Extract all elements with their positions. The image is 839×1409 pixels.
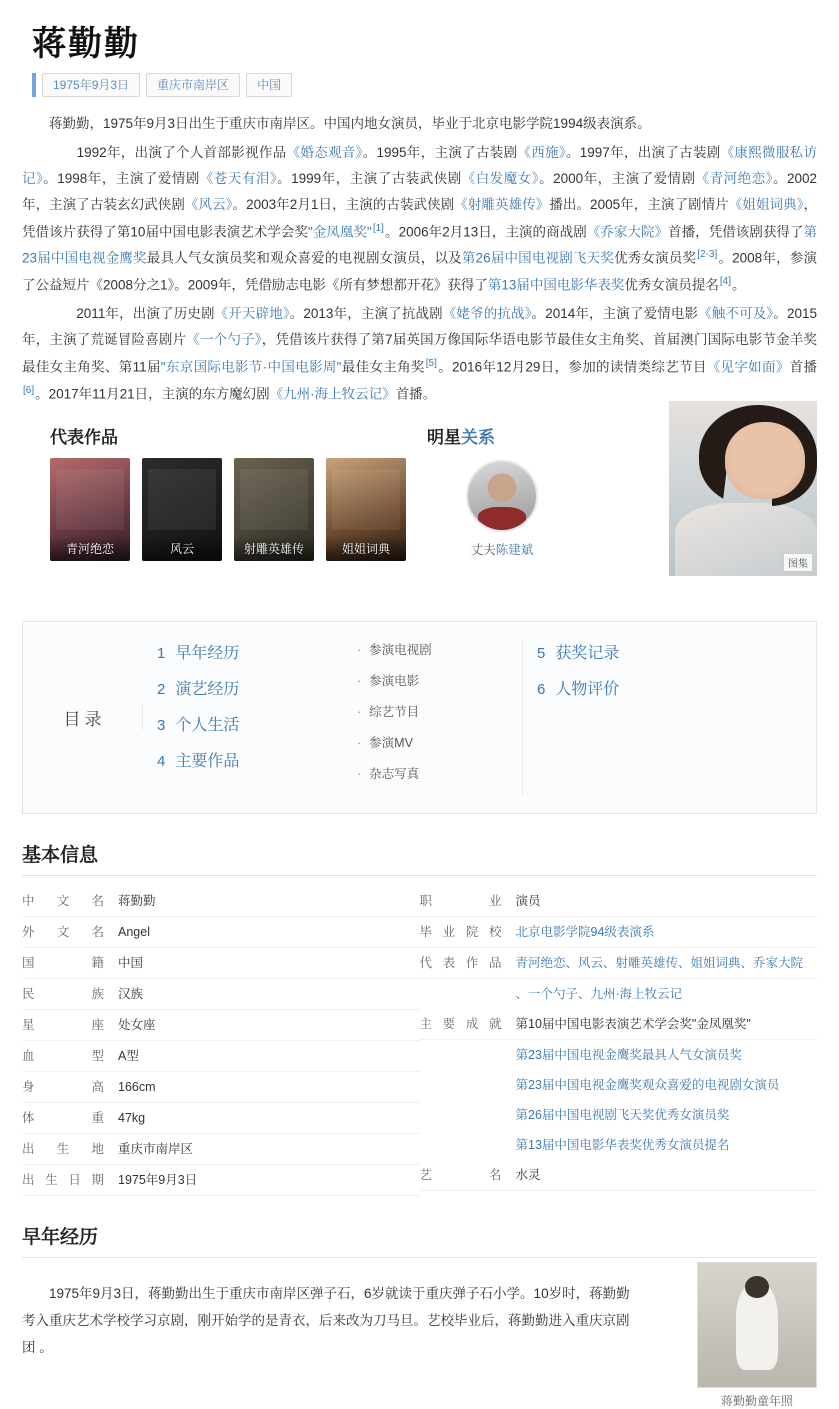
inline-text: ，凭借该片获得了第10届中国电影表演艺术学会奖 (22, 197, 818, 240)
info-value-link[interactable]: 第13届中国电影华表奖优秀女演员提名 (515, 1138, 730, 1153)
info-value-link[interactable]: 第23届中国电视金鹰奖最具人气女演员奖 (515, 1048, 742, 1063)
info-value[interactable] (516, 1075, 780, 1095)
toc-item-awards[interactable] (537, 640, 709, 663)
media-section (22, 423, 817, 603)
info-key: 身高 (22, 1080, 104, 1095)
inline-link[interactable]: 《射雕英雄传》 (454, 197, 550, 213)
info-key (420, 1105, 516, 1125)
inline-link[interactable]: 《苍天有泪》 (199, 171, 278, 187)
inline-text: 。2002年，主演了古装玄幻武侠剧 (22, 171, 817, 213)
relation-role: 丈夫 (470, 543, 496, 558)
info-value[interactable] (516, 1045, 742, 1065)
info-row (22, 1041, 420, 1072)
inline-link[interactable]: 《九州·海上牧云记》 (269, 386, 396, 402)
info-row (420, 1100, 818, 1130)
info-row (22, 886, 420, 917)
info-value[interactable] (516, 984, 683, 1004)
info-value[interactable] (516, 922, 655, 942)
childhood-head (745, 1276, 769, 1298)
basic-info-table (22, 886, 817, 1196)
toc-subitem-magazine[interactable]: · 杂志写真 (357, 764, 508, 782)
inline-link[interactable]: 《婚态观音》 (286, 144, 363, 160)
inline-text: 2011年，出演了历史剧 (49, 306, 215, 322)
inline-link[interactable]: 《康熙微服私访记》 (22, 144, 817, 187)
info-value: 蒋勤勤 (118, 894, 156, 909)
toc-subitem-tv-series[interactable]: · 参演电视剧 (357, 640, 508, 658)
info-row (420, 948, 818, 979)
info-value[interactable] (516, 953, 804, 973)
inline-text: 优秀女演员提名 (624, 277, 719, 293)
toc-subitem-films[interactable]: · 参演电影 (357, 671, 508, 689)
works-list (50, 458, 450, 561)
info-row (22, 1103, 420, 1134)
inline-text: 。1998年，主演了爱情剧 (43, 171, 200, 187)
info-key: 职业 (419, 894, 502, 909)
inline-link[interactable]: 《姥爷的抗战》 (442, 306, 532, 322)
inline-link[interactable]: 第23届中国电视金鹰奖 (22, 224, 818, 266)
reference-marker[interactable]: [5] (425, 357, 437, 369)
info-row (420, 1070, 818, 1100)
article-page (0, 0, 839, 603)
inline-text: 。1997年，出演了古装剧 (565, 144, 721, 160)
info-value: Angel (118, 925, 150, 940)
info-value-link[interactable]: 青河绝恋、风云、射雕英雄传、姐姐词典、乔家大院 (515, 956, 804, 971)
info-value: 中国 (118, 956, 144, 971)
toc-subitem-mv[interactable]: · 参演MV (357, 733, 508, 751)
basic-info-title: 基本信息 (22, 840, 817, 876)
reference-marker[interactable]: [1] (372, 222, 384, 234)
info-value: 1975年9月3日 (118, 1173, 198, 1188)
inline-link[interactable]: 《风云》 (184, 197, 233, 213)
work-caption: 射雕英雄传 (234, 536, 314, 561)
inline-text: 。2014年，主演了爱情电影 (531, 306, 699, 322)
portrait-face (725, 422, 805, 499)
toc-item-label: 个人生活 (175, 717, 240, 735)
toc-number: 2 (157, 681, 166, 699)
toc-number: 1 (157, 645, 166, 663)
inline-link[interactable]: "东京国际电影节·中国电影周" (160, 359, 342, 375)
info-key: 艺名 (419, 1168, 502, 1183)
work-poster[interactable] (234, 458, 314, 561)
toc-item-career[interactable] (157, 676, 329, 699)
works-column (50, 423, 450, 561)
inline-link[interactable]: 《青河绝恋》 (695, 171, 773, 187)
toc-number: 4 (157, 753, 166, 771)
early-life-section (22, 1280, 817, 1409)
early-life-title: 早年经历 (22, 1222, 817, 1258)
info-row (22, 1134, 420, 1165)
relation-label (427, 540, 577, 558)
inline-link[interactable]: 《乔家大院》 (586, 224, 669, 240)
inline-text: 。2006年2月13日，主演的商战剧 (384, 224, 587, 240)
inline-text: 。1999年，主演了古装武侠剧 (277, 171, 462, 187)
info-key (420, 1045, 516, 1065)
info-key: 体重 (22, 1111, 104, 1126)
relations-column (427, 423, 637, 558)
inline-text: 。 (731, 277, 746, 293)
info-key: 星座 (22, 1018, 104, 1033)
inline-text: 。2015年，主演了荒诞冒险喜剧片 (22, 306, 817, 348)
inline-link[interactable]: 《一个勺子》 (186, 332, 262, 348)
info-value: 第10届中国电影表演艺术学会奖"金凤凰奖" (515, 1017, 751, 1032)
toc-item-main-works[interactable] (157, 748, 329, 771)
info-key: 毕业院校 (419, 925, 502, 940)
toc-label: 目录 (33, 705, 143, 730)
toc-item-personal-life[interactable] (157, 712, 329, 735)
info-key: 中文名 (22, 894, 104, 909)
inline-link[interactable]: 《白发魔女》 (461, 171, 540, 187)
inline-link[interactable]: 《触不可及》 (698, 306, 774, 322)
tag-birthdate[interactable]: 1975年9月3日 (42, 73, 140, 97)
info-row (22, 979, 420, 1010)
relation-card[interactable] (427, 460, 577, 558)
inline-text: 首播，凭借该剧获得了 (668, 224, 804, 240)
inline-text: 。2008年，参演了公益短片《2008分之1》。2009年，凭借励志电影《所有梦想都开花》获得了 (22, 250, 817, 293)
info-value-link[interactable]: 第26届中国电视剧飞天奖优秀女演员奖 (515, 1108, 730, 1123)
inline-link[interactable]: 第26届中国电视剧飞天奖 (461, 250, 615, 266)
toc-item-label: 演艺经历 (175, 681, 240, 699)
info-value: 处女座 (118, 1018, 156, 1033)
tag-bar (32, 73, 817, 97)
works-heading: 代表作品 (50, 428, 118, 448)
info-key (420, 1135, 516, 1155)
inline-text: ，凭借该片获得了第7届英国万像国际华语电影节最佳女主角奖、首届澳门国际电影节金羊奖最佳女主角奖、第11届 (22, 332, 818, 375)
info-key: 出生地 (22, 1142, 104, 1157)
info-value[interactable] (516, 1135, 730, 1155)
inline-text: 。1995年，主演了古装剧 (362, 144, 518, 160)
summary-paragraph-3 (22, 301, 817, 407)
toc-item-label: 人物评价 (555, 681, 620, 699)
info-value: 47kg (118, 1111, 146, 1126)
reference-marker[interactable]: [2-3] (697, 249, 718, 261)
info-row (22, 1165, 420, 1196)
inline-text: 优秀女演员奖 (614, 250, 697, 266)
childhood-photo[interactable] (697, 1262, 817, 1388)
work-poster[interactable] (50, 458, 130, 561)
info-value[interactable] (516, 1105, 730, 1125)
info-row (420, 886, 818, 917)
info-value-link[interactable]: 北京电影学院94级表演系 (515, 925, 655, 940)
inline-text: 最具人气女演员奖和观众喜爱的电视剧女演员，以及 (146, 250, 462, 266)
toc-column-1 (143, 640, 343, 795)
gallery-icon[interactable]: 图集 (783, 553, 813, 572)
info-row (420, 1130, 818, 1160)
toc-item-evaluation[interactable] (537, 676, 709, 699)
work-poster[interactable] (142, 458, 222, 561)
info-value-link[interactable]: 第23届中国电视金鹰奖观众喜爱的电视剧女演员 (515, 1078, 780, 1093)
childhood-photo-caption: 蒋勤勤童年照 (720, 1394, 793, 1409)
toc-item-early-life[interactable] (157, 640, 329, 663)
relations-heading-plain: 明星 (427, 428, 461, 448)
tag-nationality[interactable]: 中国 (246, 73, 292, 97)
inline-text: 最佳女主角奖 (341, 359, 425, 375)
relations-heading-accent: 关系 (461, 428, 495, 448)
inline-link[interactable]: 《见字如面》 (706, 359, 790, 375)
toc-column-3 (523, 640, 723, 795)
info-row (22, 1072, 420, 1103)
info-key: 外文名 (22, 925, 104, 940)
table-of-contents (22, 621, 817, 814)
toc-item-label: 获奖记录 (555, 645, 620, 663)
info-row (420, 917, 818, 948)
toc-number: 5 (537, 645, 546, 663)
info-value-link[interactable]: 、一个勺子、九州·海上牧云记 (515, 987, 683, 1002)
info-value: 重庆市南岸区 (118, 1142, 194, 1157)
inline-link[interactable]: "金凤凰奖" (308, 224, 372, 240)
info-value: 演员 (515, 894, 541, 909)
basic-info-right-column (420, 886, 818, 1196)
summary-paragraph-2 (22, 140, 817, 299)
main-portrait-image[interactable] (669, 401, 817, 576)
inline-text: 首播。 (395, 386, 437, 402)
inline-text: 。2016年12月29日，参加的读情类综艺节目 (437, 359, 707, 375)
inline-link[interactable]: 《西施》 (517, 144, 566, 160)
info-key: 主要成就 (419, 1017, 502, 1032)
work-caption: 风云 (142, 536, 222, 561)
basic-info-left-column (22, 886, 420, 1196)
info-value: 166cm (118, 1080, 156, 1095)
info-row (22, 1010, 420, 1041)
toc-subitem-variety-shows[interactable]: · 综艺节目 (357, 702, 508, 720)
info-value: 水灵 (515, 1168, 541, 1183)
info-key: 国籍 (22, 956, 104, 971)
reference-marker[interactable]: [4] (719, 276, 731, 288)
toc-column-2 (343, 640, 523, 795)
toc-number: 6 (537, 681, 546, 699)
avatar[interactable] (466, 460, 538, 532)
info-key: 血型 (22, 1049, 104, 1064)
early-life-text: 1975年9月3日，蒋勤勤出生于重庆市南岸区弹子石，6岁就读于重庆弹子石小学。10岁时，蒋勤勤考入重庆艺术学校学习京剧，刚开始学的是青衣，后来改为刀马旦。艺校毕业后，蒋勤勤进入重庆京剧团 。 (22, 1286, 630, 1356)
page-title: 蒋勤勤 (32, 25, 140, 63)
info-value: 汉族 (118, 987, 144, 1002)
inline-text: 。2000年，主演了爱情剧 (539, 171, 696, 187)
inline-link[interactable]: 《开天辟地》 (214, 306, 290, 322)
reference-marker[interactable]: [6] (23, 384, 35, 396)
relation-name-link[interactable]: 陈建斌 (495, 543, 534, 558)
info-key (420, 984, 516, 1004)
info-key: 出生日期 (22, 1173, 104, 1188)
info-key (420, 1075, 516, 1095)
work-caption: 姐姐词典 (326, 536, 406, 561)
info-value: A型 (118, 1049, 139, 1064)
work-caption: 青河绝恋 (50, 536, 130, 561)
inline-text: 。2003年2月1日，主演的古装武侠剧 (232, 197, 455, 213)
summary-paragraph-1: 蒋勤勤，1975年9月3日出生于重庆市南岸区。中国内地女演员，毕业于北京电影学院1994级表演系。 (49, 116, 651, 132)
inline-text: 播出。2005年，主演了剧情片 (549, 197, 729, 213)
inline-text: 1992年，出演了个人首部影视作品 (49, 144, 287, 160)
tag-birthplace[interactable]: 重庆市南岸区 (146, 73, 240, 97)
toc-item-label: 主要作品 (175, 753, 240, 771)
info-row (22, 948, 420, 979)
info-row (420, 1009, 818, 1040)
info-row (420, 1040, 818, 1070)
inline-text: 。2017年11月21日，主演的东方魔幻剧 (35, 386, 270, 402)
toc-number: 3 (157, 717, 166, 735)
inline-link[interactable]: 第13届中国电影华表奖 (487, 277, 625, 293)
inline-text: 。2013年，主演了抗战剧 (289, 306, 443, 322)
relations-heading (427, 423, 637, 448)
work-poster[interactable] (326, 458, 406, 561)
info-row (420, 979, 818, 1009)
summary-text (22, 111, 817, 407)
info-key: 民族 (22, 987, 104, 1002)
tag-list (36, 73, 292, 97)
info-row (420, 1160, 818, 1191)
inline-text: 首播 (789, 359, 817, 375)
inline-link[interactable]: 《姐姐词典》 (728, 197, 804, 213)
info-row (22, 917, 420, 948)
toc-item-label: 早年经历 (175, 645, 240, 663)
info-key: 代表作品 (419, 956, 502, 971)
